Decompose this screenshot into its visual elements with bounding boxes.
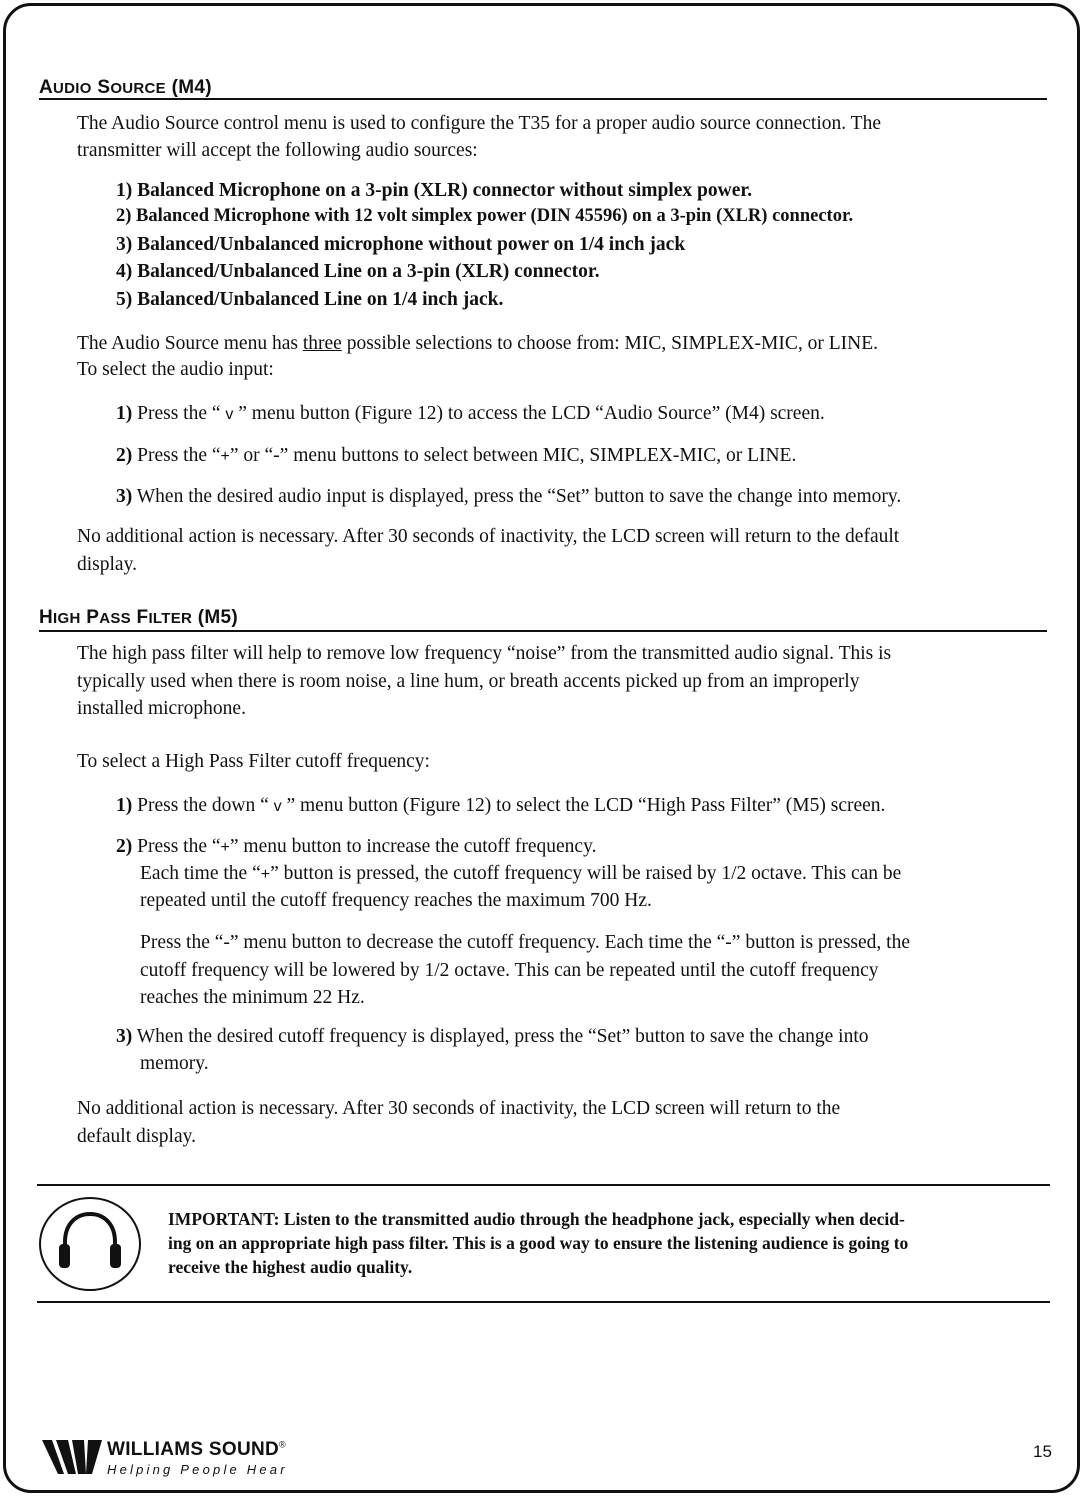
step-detail-line: memory. [140,1053,209,1074]
brand-tagline: Helping People Hear [107,1462,288,1477]
paragraph-line: The high pass filter will help to remove low frequency “noise” from the transmitted audio signal. This is [77,643,892,664]
section-title-high-pass-filter: HIGH PASS FILTER (M5) [39,607,238,628]
paragraph-line: installed microphone. [77,698,246,719]
paragraph-line: display. [77,554,137,575]
plus-icon: + [260,866,271,883]
step-detail-line: Each time the “+” button is pressed, the cutoff frequency will be raised by 1/2 octave. This can be [140,863,902,884]
step-item: 2) Press the “+” menu button to increase the cutoff frequency. [116,836,597,857]
paragraph-line: No additional action is necessary. After 30 seconds of inactivity, the LCD screen will return to the default [77,526,900,547]
step-item: 2) Press the “+” or “-” menu buttons to select between MIC, SIMPLEX-MIC, or LINE. [116,445,797,466]
headphones-icon [38,1196,142,1292]
paragraph-line: To select a High Pass Filter cutoff frequency: [77,751,430,772]
step-item: 3) When the desired cutoff frequency is displayed, press the “Set” button to save the change into [116,1026,869,1047]
important-note [168,1207,1028,1279]
paragraph-line: No additional action is necessary. After 30 seconds of inactivity, the LCD screen will return to the [77,1098,841,1119]
list-item: 1) Balanced Microphone on a 3-pin (XLR) connector without simplex power. [116,180,753,201]
list-item: 4) Balanced/Unbalanced Line on a 3-pin (XLR) connector. [116,261,600,282]
paragraph-line: The Audio Source control menu is used to configure the T35 for a proper audio source connection. The [77,113,881,134]
plus-icon: + [220,839,230,856]
section-rule [39,630,1047,632]
callout-top-rule [37,1184,1050,1186]
brand-name: WILLIAMS SOUND® [107,1439,286,1460]
paragraph-line: transmitter will accept the following audio sources: [77,140,478,161]
plus-icon: + [220,448,230,465]
list-item: 2) Balanced Microphone with 12 volt simplex power (DIN 45596) on a 3-pin (XLR) connector. [116,206,854,226]
callout-bottom-rule [37,1301,1050,1303]
section-rule [39,98,1047,100]
step-detail-line: reaches the minimum 22 Hz. [140,987,365,1008]
list-item: 5) Balanced/Unbalanced Line on 1/4 inch jack. [116,289,504,310]
williams-sound-logo-icon [42,1440,104,1476]
important-line: IMPORTANT: Listen to the transmitted audio through the headphone jack, especially when decid- [168,1209,905,1229]
step-detail-line: repeated until the cutoff frequency reaches the maximum 700 Hz. [140,890,652,911]
page-number: 15 [1033,1442,1052,1461]
paragraph-line: The Audio Source menu has three possible selections to choose from: MIC, SIMPLEX-MIC, or LINE. [77,333,879,354]
paragraph-line: typically used when there is room noise, a line hum, or breath accents picked up from an improperly [77,671,860,692]
paragraph-line: default display. [77,1126,196,1147]
step-item: 1) Press the “ v ” menu button (Figure 12) to access the LCD “Audio Source” (M4) screen. [116,403,825,424]
down-arrow-icon: v [225,406,234,423]
important-line: ing on an appropriate high pass filter. This is a good way to ensure the listening audience is going to [168,1233,909,1253]
step-detail-line: Press the “-” menu button to decrease the cutoff frequency. Each time the “-” button is pressed, the [140,932,910,953]
step-item: 1) Press the down “ v ” menu button (Figure 12) to select the LCD “High Pass Filter” (M5) screen. [116,795,886,816]
important-line: receive the highest audio quality. [168,1257,413,1277]
step-item: 3) When the desired audio input is displayed, press the “Set” button to save the change into memory. [116,486,902,507]
down-arrow-icon: v [273,798,282,815]
paragraph-line: To select the audio input: [77,359,274,380]
step-detail-line: cutoff frequency will be lowered by 1/2 octave. This can be repeated until the cutoff frequency [140,960,879,981]
section-title-audio-source: AUDIO SOURCE (M4) [39,77,212,98]
list-item: 3) Balanced/Unbalanced microphone without power on 1/4 inch jack [116,234,686,255]
